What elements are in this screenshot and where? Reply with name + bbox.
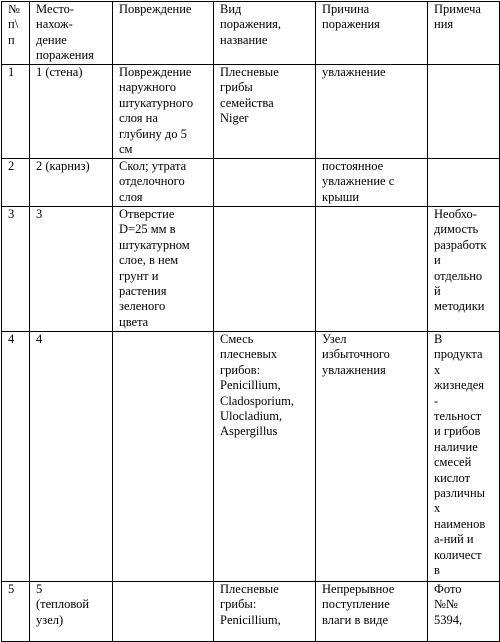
row-lesion-type: Плесневые грибы: Penicillium, [214, 582, 316, 642]
row-lesion-type [214, 159, 316, 207]
header-cause: Причина поражения [316, 2, 428, 65]
row-lesion-type: Плесневые грибы семейства Niger [214, 65, 316, 159]
row-cause: Непрерывное поступление влаги в виде [316, 582, 428, 642]
row-damage: Отверстие D=25 мм в штукатурном слое, в нем грунт и растения зеленого цвета [113, 207, 214, 332]
row-damage: Скол; утрата отделочного слоя [113, 159, 214, 207]
row-number: 5 [2, 582, 30, 642]
row-cause: увлажнение [316, 65, 428, 159]
row-number: 4 [2, 332, 30, 582]
row-damage: Повреждение наружного штукатурного слоя на глубину до 5 см [113, 65, 214, 159]
row-notes: В продукта х жизнедея - тельност и грибов наличие смесей кислот различны х наименов а-ний и количест в [428, 332, 500, 582]
row-number: 3 [2, 207, 30, 332]
table-row [2, 332, 500, 582]
lesions-table [1, 1, 500, 642]
row-notes: Фото №№ 5394, [428, 582, 500, 642]
row-cause: Узел избыточного увлажнения [316, 332, 428, 582]
row-cause: постоянное увлажнение с крыши [316, 159, 428, 207]
row-damage [113, 332, 214, 582]
header-location: Место- нахож- дение поражения [30, 2, 113, 65]
row-lesion-type: Смесь плесневых грибов: Penicillium, Cladosporium, Ulocladium, Aspergillus [214, 332, 316, 582]
row-notes: Необхо- димость разработк и отдельно й методики [428, 207, 500, 332]
row-location: 1 (стена) [30, 65, 113, 159]
table-row [2, 207, 500, 332]
row-number: 1 [2, 65, 30, 159]
table-row [2, 159, 500, 207]
row-location: 5 (тепловой узел) [30, 582, 113, 642]
header-number: № п\ п [2, 2, 30, 65]
header-notes: Примеча ния [428, 2, 500, 65]
row-location: 3 [30, 207, 113, 332]
row-location: 2 (карниз) [30, 159, 113, 207]
row-damage [113, 582, 214, 642]
header-lesion-type: Вид поражения, название [214, 2, 316, 65]
table-header-row [2, 2, 500, 65]
row-location: 4 [30, 332, 113, 582]
header-damage: Повреждение [113, 2, 214, 65]
row-lesion-type [214, 207, 316, 332]
row-number: 2 [2, 159, 30, 207]
table-row [2, 582, 500, 642]
row-notes [428, 159, 500, 207]
table-row [2, 65, 500, 159]
row-cause [316, 207, 428, 332]
row-notes [428, 65, 500, 159]
